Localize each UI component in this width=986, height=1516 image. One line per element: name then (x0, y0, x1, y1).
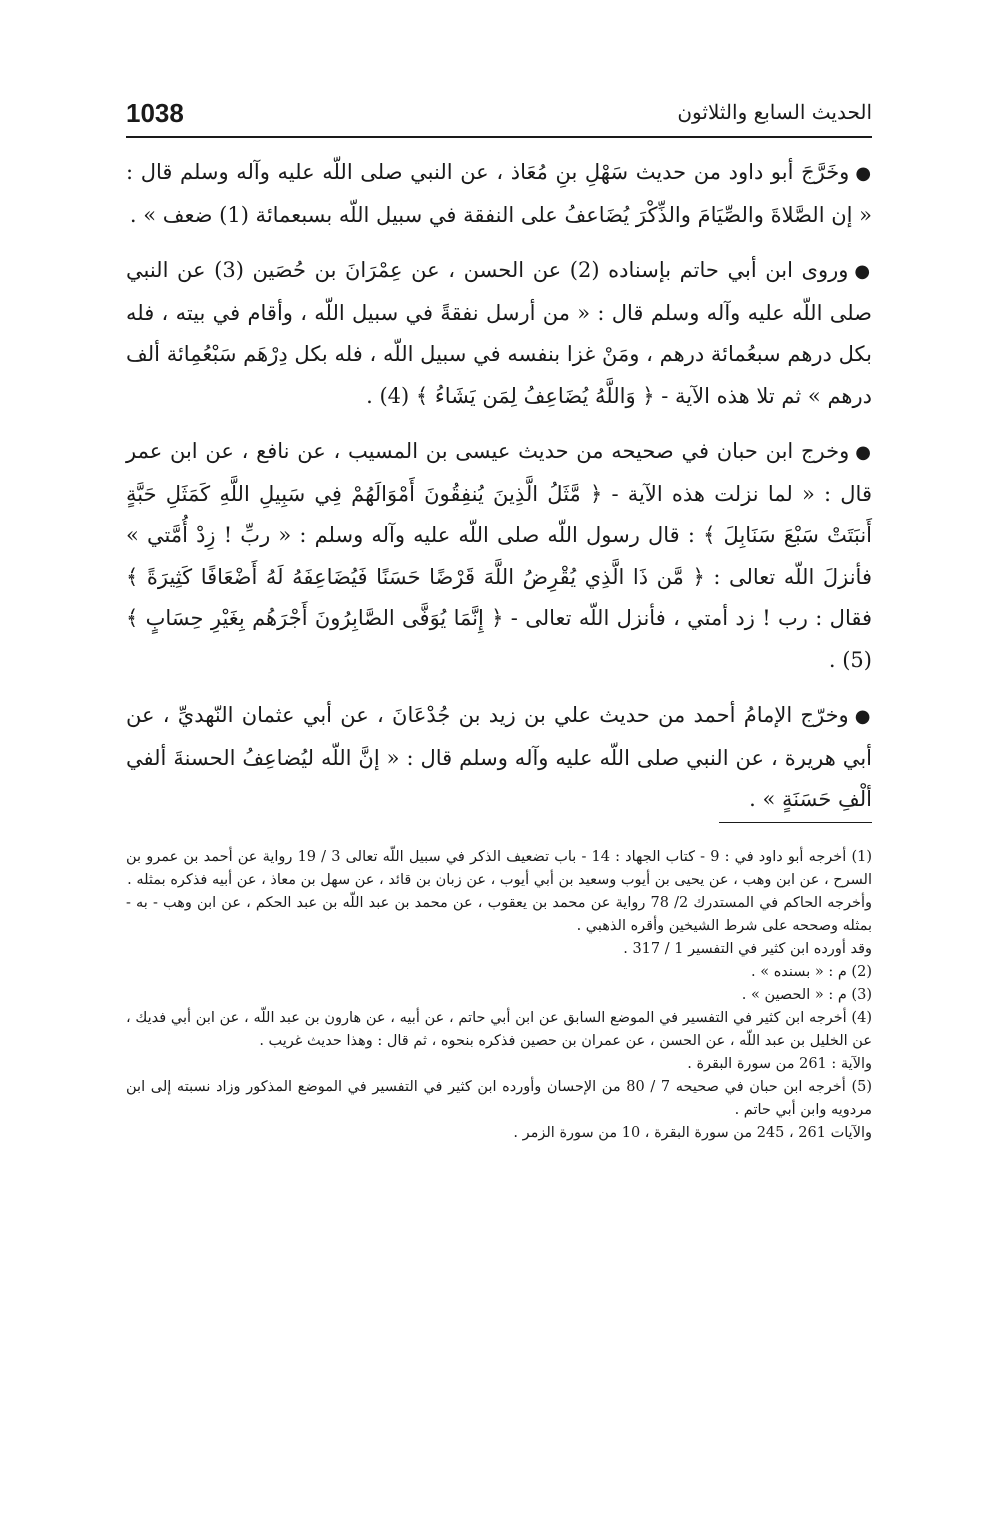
paragraph (126, 152, 872, 236)
paragraph-text: وروى ابن أبي حاتم بإسناده (2) عن الحسن ، عن عِمْرَانَ بن حُصَين (3) عن النبي صلى اللّه عليه وآله وسلم قال : « من أرسل نفقةً في سبيل اللّه ، وأقام في بيته ، فله بكل درهم سبعُمائة درهم ، ومَنْ غزا بنفسه في سبيل اللّه ، فله بكل دِرْهَم سَبْعُمِائة ألف درهم » ثم تلا هذه الآية - ﴿ وَاللَّهُ يُضَاعِفُ لِمَن يَشَاءُ ﴾ (4) . (126, 258, 872, 408)
footnote: (2) م : « بسنده » . (751, 964, 872, 980)
main-text (126, 152, 872, 835)
footnote: وأخرجه الحاكم في المستدرك 2/ 78 رواية عن محمد بن يعقوب ، عن محمد بن عبد اللّه بن عبد الحكم ، عن ابن وهب - به - بمثله وصححه على شرط الشيخين وأقره الذهبي . (126, 895, 873, 934)
footnote: (5) أخرجه ابن حبان في صحيحه 7 / 80 من الإحسان وأورده ابن كثير في التفسير في الموضع المذكور وزاد نسبته إلى ابن مردويه وابن أبي حاتم . (126, 1079, 873, 1118)
bullet-icon: ● (855, 163, 872, 184)
bullet-icon: ● (854, 261, 872, 282)
footnote-divider (719, 822, 872, 823)
page-header (126, 96, 872, 138)
footnote: وقد أورده ابن كثير في التفسير 1 / 317 . (623, 941, 872, 957)
footnotes (126, 846, 872, 1145)
running-title: الحديث السابع والثلاثون (667, 100, 872, 124)
footnote: والآية : 261 من سورة البقرة . (687, 1056, 872, 1072)
bullet-icon: ● (854, 706, 872, 727)
paragraph-text: وخرّج الإمامُ أحمد من حديث علي بن زيد بن جُدْعَانَ ، عن أبي عثمان النّهديِّ ، عن أبي هريرة ، عن النبي صلى اللّه عليه وآله وسلم قال : « إنَّ اللّه ليُضاعِفُ الحسنةَ ألفي ألْفِ حَسَنَةٍ » . (126, 703, 872, 811)
paragraph-text: وخَرَّجَ أبو داود من حديث سَهْلِ بنِ مُعَاذ ، عن النبي صلى اللّه عليه وآله وسلم قال : « إن الصَّلاةَ والصِّيَامَ والذِّكْرَ يُضَاعفُ على النفقة في سبيل اللّه بسبعمائة (1) ضعف » . (126, 160, 872, 227)
page-number: 1038 (126, 98, 192, 129)
paragraph (126, 250, 872, 417)
footnote: والآيات 261 ، 245 من سورة البقرة ، 10 من سورة الزمر . (513, 1125, 872, 1141)
footnote: (3) م : « الحصين » . (741, 987, 872, 1003)
footnote: (1) أخرجه أبو داود في : 9 - كتاب الجهاد : 14 - باب تضعيف الذكر في سبيل اللّه تعالى 3 / 19 رواية عن أحمد بن عمرو بن السرح ، عن ابن وهب ، عن يحيى بن أيوب وسعيد بن أبي أيوب ، عن زبان بن قائد ، عن سهل بن معاذ ، عن أبيه فذكره بمثله . (126, 849, 873, 888)
paragraph (126, 695, 872, 821)
footnote: (4) أخرجه ابن كثير في التفسير في الموضع السابق عن ابن أبي حاتم ، عن أبيه ، عن هارون بن عبد اللّه ، عن ابن أبي فديك ، عن الخليل بن عبد اللّه ، عن الحسن ، عن عمران بن حصين فذكره بنحوه ، ثم قال : وهذا حديث غريب . (126, 1010, 872, 1049)
bullet-icon: ● (855, 442, 872, 463)
paragraph (126, 431, 872, 681)
paragraph-text: وخرج ابن حبان في صحيحه من حديث عيسى بن المسيب ، عن نافع ، عن ابن عمر قال : « لما نزلت هذه الآية - ﴿ مَّثَلُ الَّذِينَ يُنفِقُونَ أَمْوَالَهُمْ فِي سَبِيلِ اللَّهِ كَمَثَلِ حَبَّةٍ أَنبَتَتْ سَبْعَ سَنَابِلَ ﴾ : قال رسول اللّه صلى اللّه عليه وآله وسلم : « ربِّ ! زِدْ أُمَّتي » فأنزلَ اللّه تعالى : ﴿ مَّن ذَا الَّذِي يُقْرِضُ اللَّهَ قَرْضًا حَسَنًا فَيُضَاعِفَهُ لَهُ أَضْعَافًا كَثِيرَةً ﴾ فقال : رب ! زد أمتي ، فأنزل اللّه تعالى - ﴿ إِنَّمَا يُوَفَّى الصَّابِرُونَ أَجْرَهُم بِغَيْرِ حِسَابٍ ﴾ (5) . (126, 439, 872, 672)
